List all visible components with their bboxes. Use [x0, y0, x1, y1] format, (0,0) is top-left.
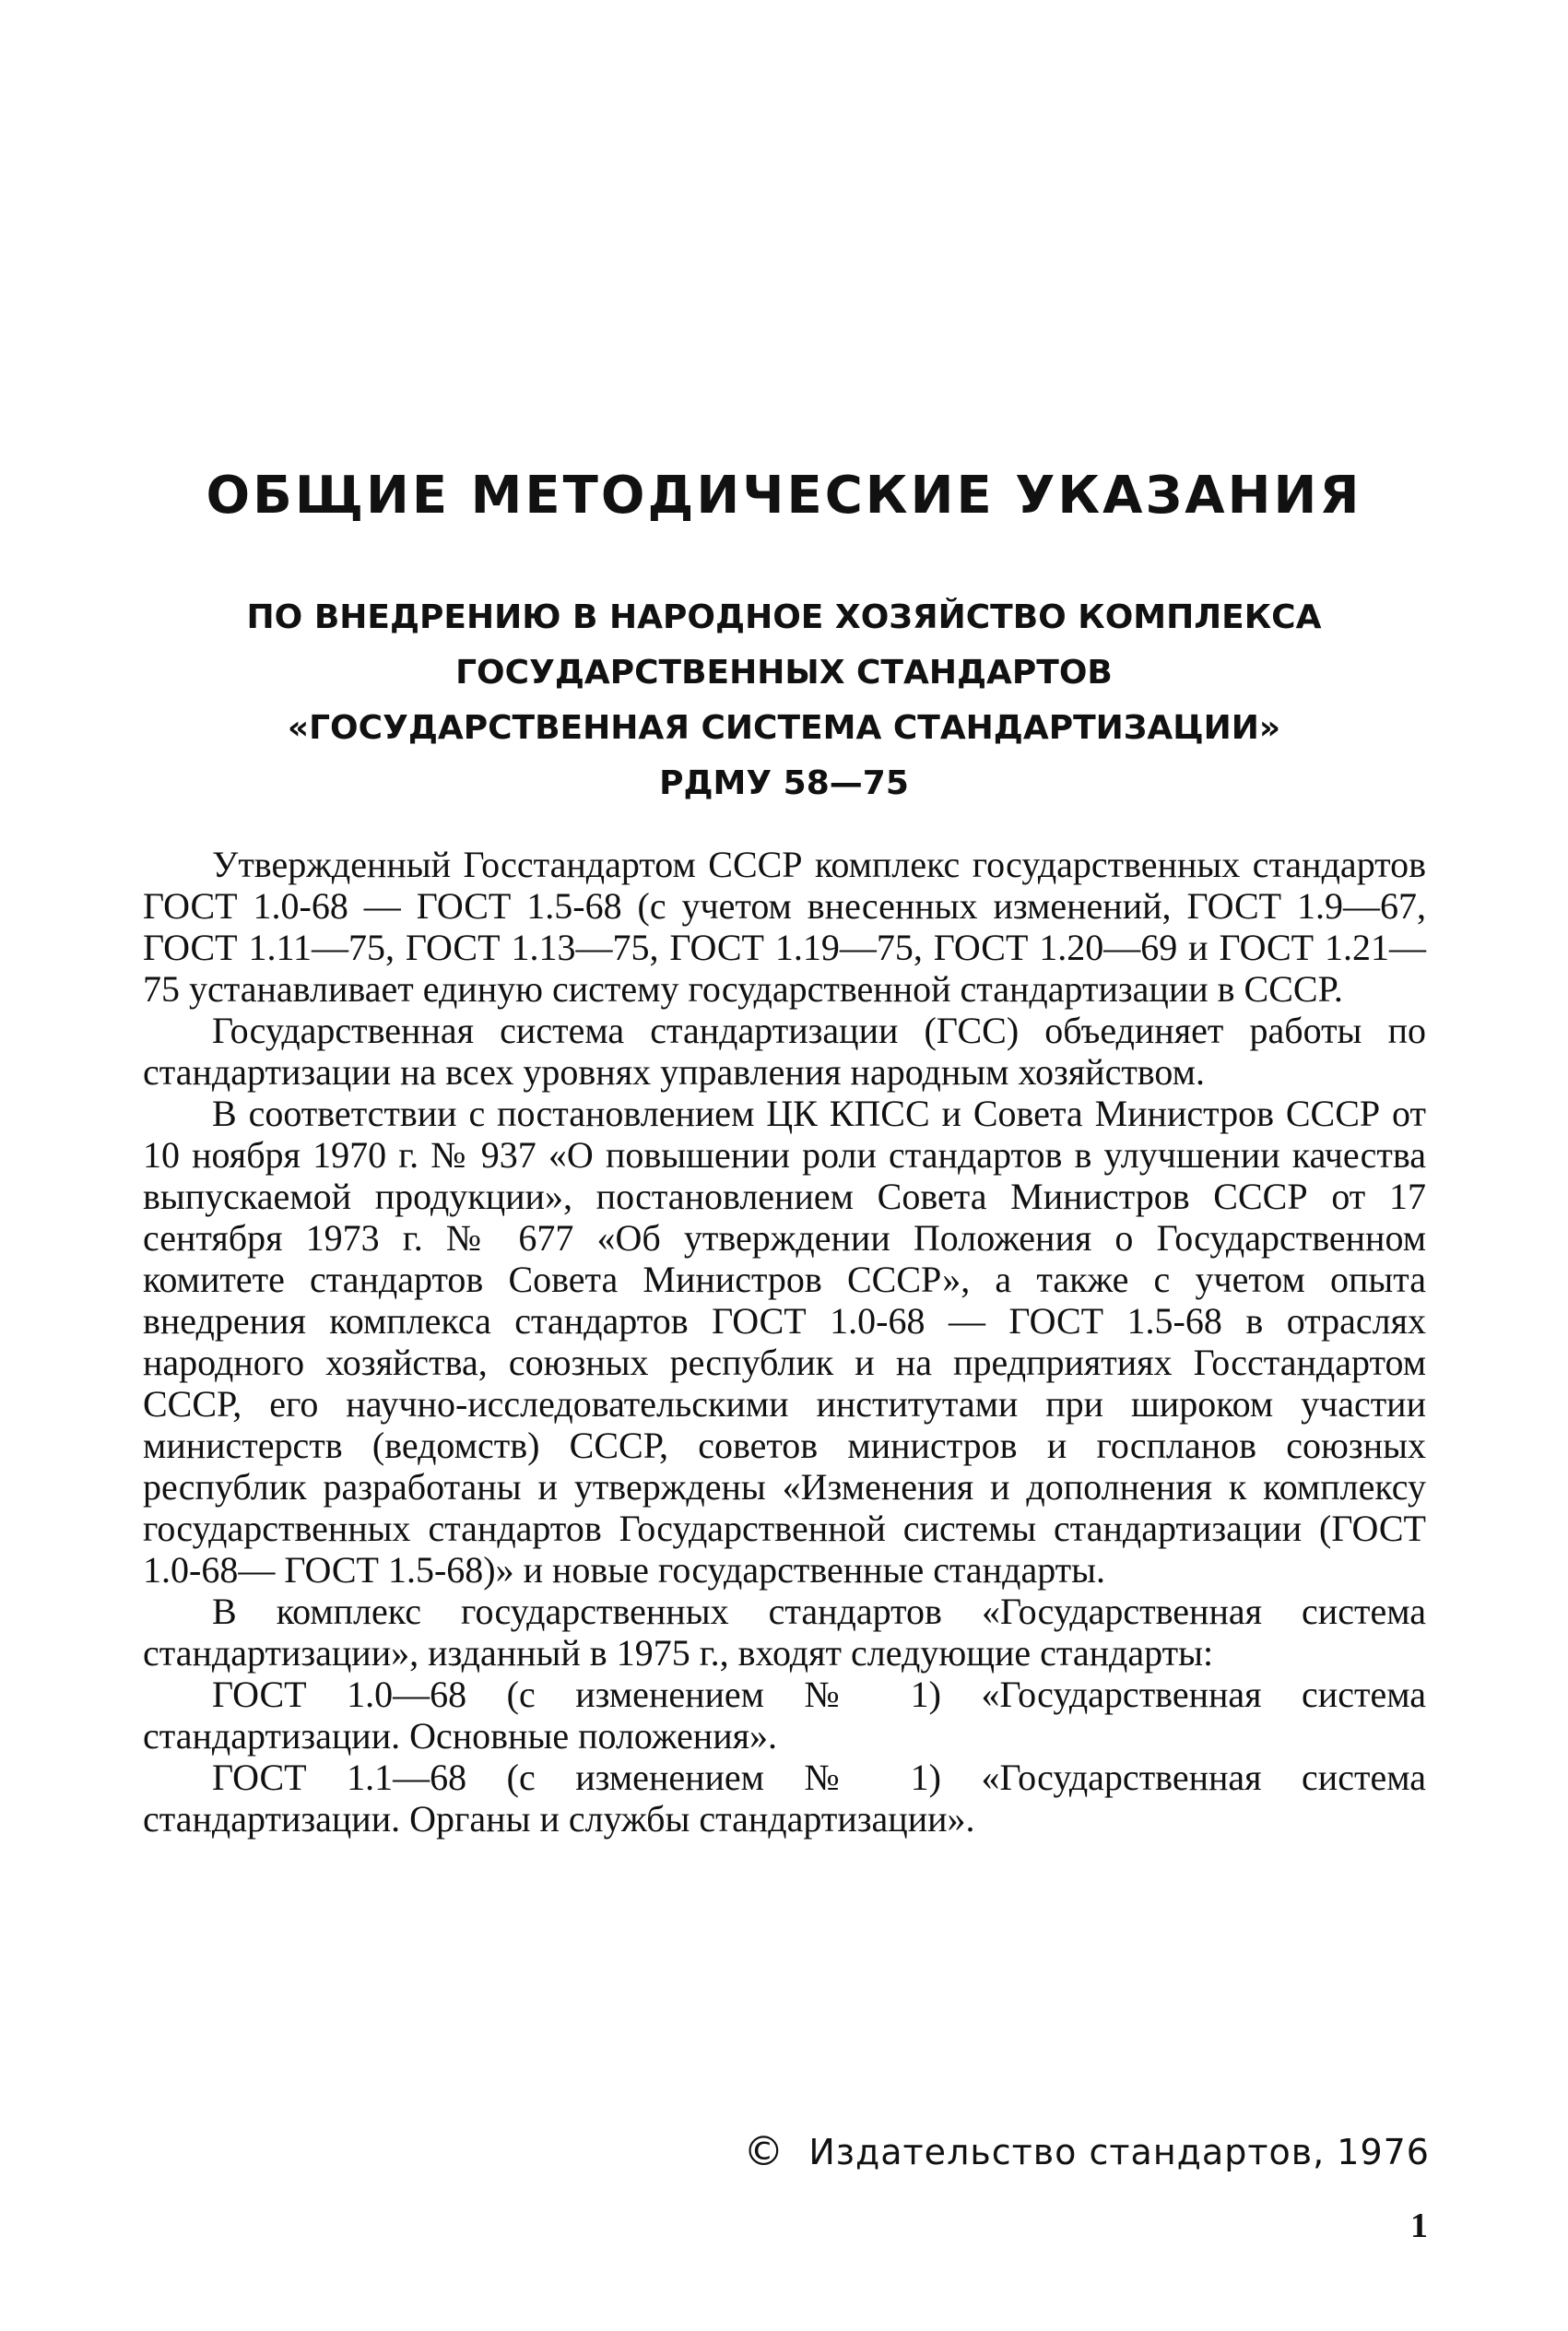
paragraph: В комплекс государственных стандартов «Государственная система стандартизации», изданный в 1975 г., входят следующие стандарты: — [143, 1591, 1426, 1674]
document-title: ОБЩИЕ МЕТОДИЧЕСКИЕ УКАЗАНИЯ — [206, 466, 1362, 526]
paragraph: ГОСТ 1.0—68 (с изменением № 1) «Государственная система стандартизации. Основные положения». — [143, 1674, 1426, 1757]
page-number: 1 — [1410, 2207, 1428, 2245]
subtitle-line: ПО ВНЕДРЕНИЮ В НАРОДНОЕ ХОЗЯЙСТВО КОМПЛЕКСА — [246, 598, 1322, 636]
copyright-text: Издательство стандартов, 1976 — [808, 2131, 1430, 2172]
subtitle-line: «ГОСУДАРСТВЕННАЯ СИСТЕМА СТАНДАРТИЗАЦИИ» — [287, 709, 1281, 747]
body-text — [143, 844, 1426, 1840]
subtitle-line: ГОСУДАРСТВЕННЫХ СТАНДАРТОВ — [455, 654, 1113, 692]
paragraph: В соответствии с постановлением ЦК КПСС и Совета Министров СССР от 10 ноября 1970 г. № 937 «О повышении роли стандартов в улучшении качества выпускаемой продукции», постановлением Совета Министров СССР от 17 сентября 1973 г. № 677 «Об утверждении Положения о Государственном комитете стандартов Совета Министров СССР», а также с учетом опыта внедрения комплекса стандартов ГОСТ 1.0-68 — ГОСТ 1.5-68 в отраслях народного хозяйства, союзных республик и на предприятиях Госстандартом СССР, его научно-исследовательскими институтами при широком участии министерств (ведомств) СССР, советов министров и госпланов союзных республик разработаны и утверждены «Изменения и дополнения к комплексу государственных стандартов Государственной системы стандартизации (ГОСТ 1.0-68— ГОСТ 1.5-68)» и новые государственные стандарты. — [143, 1093, 1426, 1591]
copyright-line — [743, 2128, 1430, 2175]
paragraph: Государственная система стандартизации (ГСС) объединяет работы по стандартизации на всех уровнях управления народным хозяйством. — [143, 1010, 1426, 1093]
copyright-icon: © — [743, 2128, 785, 2175]
paragraph: ГОСТ 1.1—68 (с изменением № 1) «Государственная система стандартизации. Органы и службы стандартизации». — [143, 1757, 1426, 1840]
document-subtitle — [147, 590, 1421, 811]
document-code: РДМУ 58—75 — [659, 764, 909, 802]
paragraph: Утвержденный Госстандартом СССР комплекс государственных стандартов ГОСТ 1.0-68 — ГОСТ 1.5-68 (с учетом внесенных изменений, ГОСТ 1.9—67, ГОСТ 1.11—75, ГОСТ 1.13—75, ГОСТ 1.19—75, ГОСТ 1.20—69 и ГОСТ 1.21—75 устанавливает единую систему государственной стандартизации в СССР. — [143, 844, 1426, 1010]
